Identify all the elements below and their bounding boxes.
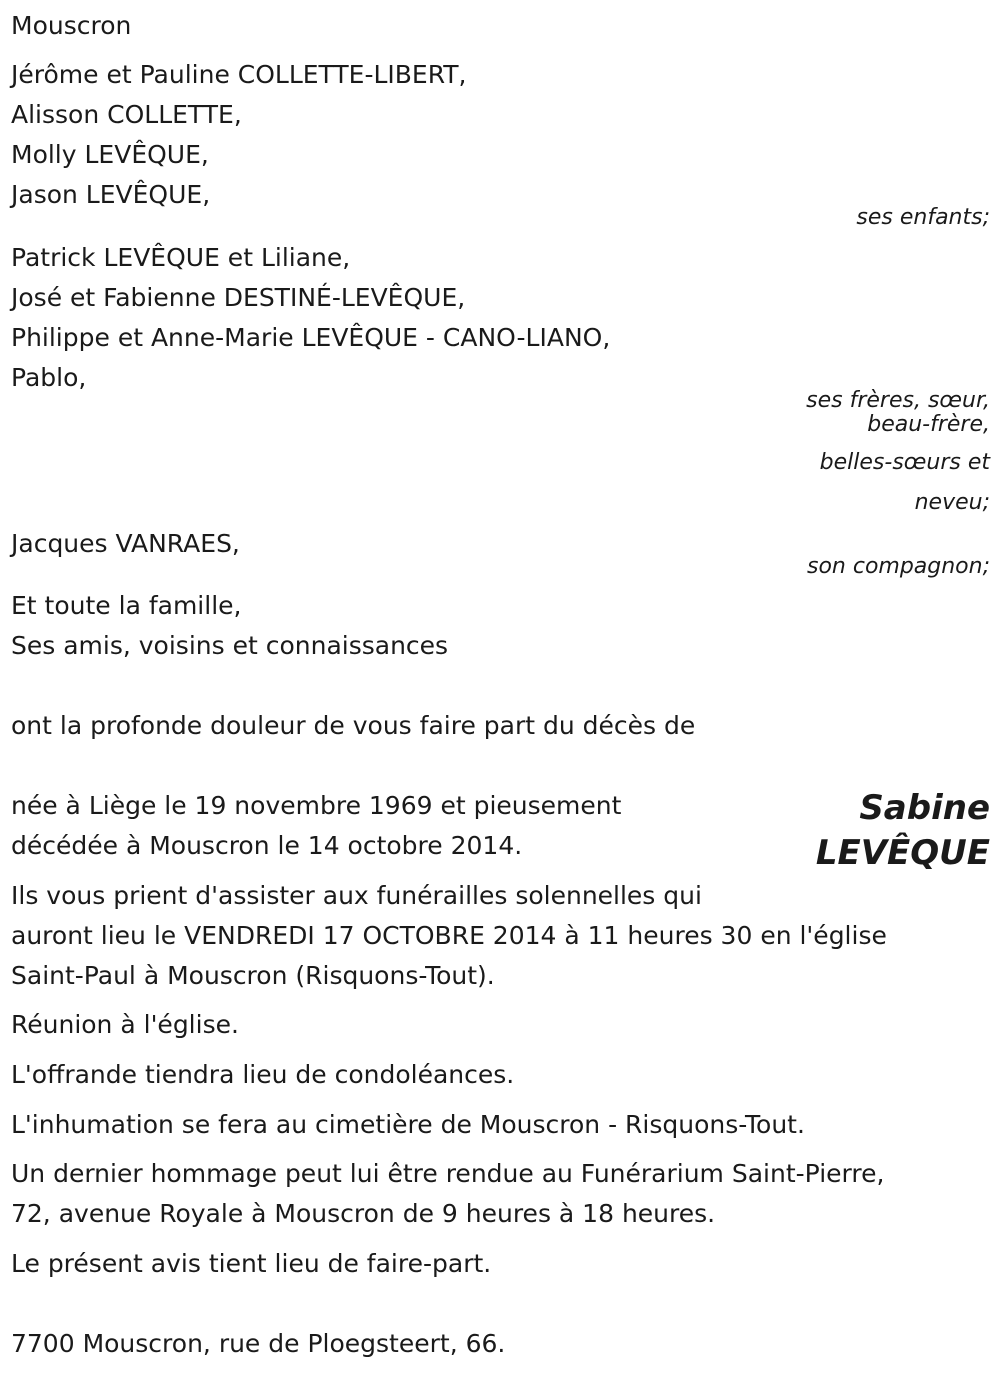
tribute-line-1: Un dernier hommage peut lui être rendue au Funérarium Saint-Pierre, bbox=[11, 1159, 885, 1188]
tribute-line-2: 72, avenue Royale à Mouscron de 9 heures à 18 heures. bbox=[11, 1199, 716, 1228]
sibling-name-3: Philippe et Anne-Marie LEVÊQUE - CANO-LIANO, bbox=[11, 323, 611, 352]
partner-role: son compagnon; bbox=[806, 554, 990, 579]
deceased-name bbox=[816, 786, 990, 876]
family-line-1: Et toute la famille, bbox=[11, 591, 242, 620]
siblings-role-line-4: neveu; bbox=[914, 490, 990, 515]
death-text: décédée à Mouscron le 14 octobre 2014. bbox=[11, 831, 523, 860]
siblings-role-line-3: belles-sœurs et bbox=[819, 450, 990, 475]
funeral-line-3: Saint-Paul à Mouscron (Risquons-Tout). bbox=[11, 961, 495, 990]
deceased-last-name: LEVÊQUE bbox=[815, 833, 990, 873]
siblings-role bbox=[806, 389, 990, 523]
child-name-4: Jason LEVÊQUE, bbox=[11, 180, 211, 209]
sibling-name-2: José et Fabienne DESTINÉ-LEVÊQUE, bbox=[11, 283, 466, 312]
deceased-first-name: Sabine bbox=[859, 788, 990, 828]
siblings-role-line-2: beau-frère, bbox=[867, 412, 990, 437]
funeral-line-2: auront lieu le VENDREDI 17 OCTOBRE 2014 à 11 heures 30 en l'église bbox=[11, 921, 887, 950]
child-name-2: Alisson COLLETTE, bbox=[11, 100, 242, 129]
children-role: ses enfants; bbox=[856, 205, 990, 230]
sibling-name-4: Pablo, bbox=[11, 363, 87, 392]
meeting-text: Réunion à l'église. bbox=[11, 1010, 239, 1039]
birth-text: née à Liège le 19 novembre 1969 et pieusement bbox=[11, 791, 622, 820]
child-name-3: Molly LEVÊQUE, bbox=[11, 140, 209, 169]
family-line-2: Ses amis, voisins et connaissances bbox=[11, 631, 449, 660]
partner-name: Jacques VANRAES, bbox=[11, 529, 240, 558]
funeral-line-1: Ils vous prient d'assister aux funérailles solennelles qui bbox=[11, 881, 702, 910]
sibling-name-1: Patrick LEVÊQUE et Liliane, bbox=[11, 243, 351, 272]
siblings-role-line-1: ses frères, sœur, bbox=[806, 388, 990, 413]
notice-text: Le présent avis tient lieu de faire-part. bbox=[11, 1249, 492, 1278]
address-text: 7700 Mouscron, rue de Ploegsteert, 66. bbox=[11, 1329, 506, 1358]
city-heading: Mouscron bbox=[11, 11, 132, 40]
announcement-text: ont la profonde douleur de vous faire part du décès de bbox=[11, 711, 696, 740]
child-name-1: Jérôme et Pauline COLLETTE-LIBERT, bbox=[11, 60, 467, 89]
offering-text: L'offrande tiendra lieu de condoléances. bbox=[11, 1060, 515, 1089]
burial-text: L'inhumation se fera au cimetière de Mouscron - Risquons-Tout. bbox=[11, 1110, 805, 1139]
